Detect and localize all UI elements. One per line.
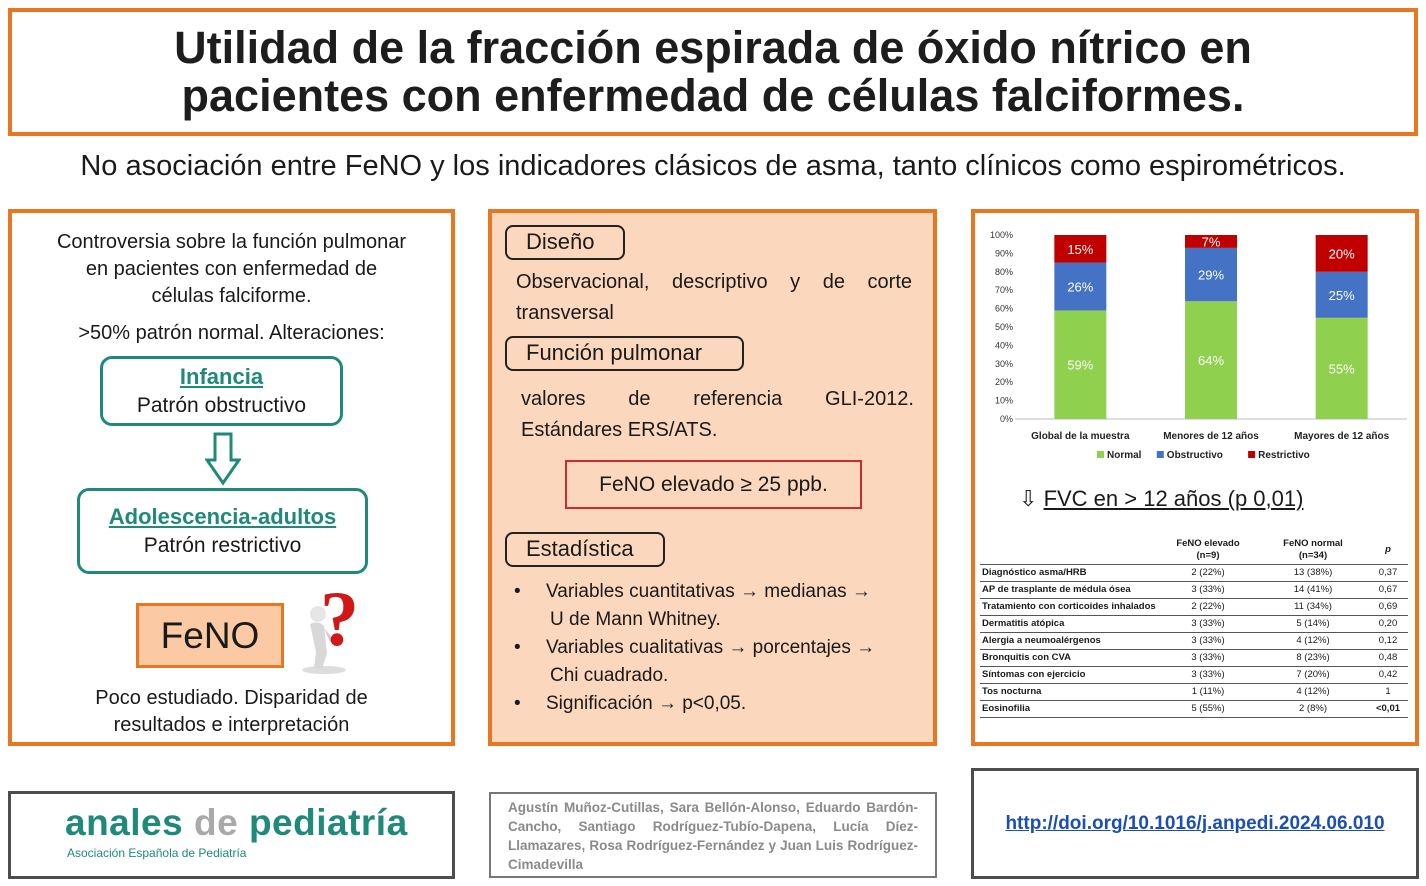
funcion-line-1: valores de referencia GLI-2012. (521, 388, 914, 410)
infancia-box (100, 356, 343, 426)
table-header-blank (980, 536, 1158, 565)
bullet-line-1: Variables cualitativas → porcentajes → (546, 637, 876, 658)
legend-label: Obstructivo (1166, 450, 1223, 461)
row-feno-normal: 8 (23%) (1258, 650, 1368, 667)
down-arrow-icon (205, 432, 241, 486)
row-feno-normal: 7 (20%) (1258, 667, 1368, 684)
table-row (980, 701, 1408, 718)
row-feno-normal: 4 (12%) (1258, 684, 1368, 701)
logo-word-anales: anales (65, 802, 194, 843)
bullet-line-1: Significación → p<0,05. (546, 693, 747, 714)
row-feno-elevado: 2 (22%) (1158, 599, 1258, 616)
feno-box: FeNO (136, 603, 284, 668)
row-label: Diagnóstico asma/HRB (980, 565, 1158, 582)
y-tick-label: 40% (994, 340, 1013, 351)
row-feno-normal: 14 (41%) (1258, 582, 1368, 599)
logo-word-pediatria: pediatría (238, 802, 408, 843)
table-header-feno-elevado (1158, 536, 1258, 565)
row-feno-normal: 13 (38%) (1258, 565, 1368, 582)
row-feno-elevado: 2 (22%) (1158, 565, 1258, 582)
title-box (8, 8, 1418, 136)
row-label: Alergia a neumoalérgenos (980, 633, 1158, 650)
row-label: Tratamiento con corticoides inhalados (980, 599, 1158, 616)
funcion-line-2: Estándares ERS/ATS. (521, 419, 718, 441)
table-header-p: p (1368, 536, 1408, 565)
table-row (980, 684, 1408, 701)
infancia-text: Patrón obstructivo (136, 394, 307, 417)
row-feno-normal: 4 (12%) (1258, 633, 1368, 650)
legend-swatch (1157, 451, 1164, 458)
bullet-line-2: Chi cuadrado. (550, 665, 669, 686)
normal-pattern-text: >50% patrón normal. Alteraciones: (78, 322, 385, 344)
results-panel (971, 209, 1419, 746)
row-label: Eosinofilia (980, 701, 1158, 718)
y-tick-label: 90% (994, 248, 1013, 259)
legend-label: Normal (1107, 450, 1142, 461)
table-row (980, 599, 1408, 616)
row-feno-elevado: 3 (33%) (1158, 582, 1258, 599)
data-label: 55% (1328, 361, 1355, 377)
row-p-value: 0,42 (1368, 667, 1408, 684)
table-row (980, 565, 1408, 582)
title-line-2: pacientes con enfermedad de células falciformes. (181, 70, 1245, 121)
row-label: Dermatitis atópica (980, 616, 1158, 633)
data-label: 64% (1197, 353, 1225, 369)
legend-swatch (1248, 451, 1255, 458)
data-label: 59% (1067, 357, 1094, 373)
adolescencia-heading: Adolescencia-adultos (108, 504, 337, 529)
diseno-line-2: transversal (516, 302, 614, 324)
y-tick-label: 100% (989, 230, 1013, 240)
stacked-bar-chart (975, 213, 1415, 475)
y-tick-label: 80% (994, 266, 1013, 277)
y-tick-label: 20% (994, 377, 1013, 388)
fvc-finding (1019, 486, 1303, 512)
intro-line-1: Controversia sobre la función pulmonar (56, 231, 407, 253)
bullet-dot: • (514, 693, 521, 714)
journal-logo (65, 802, 408, 844)
row-feno-elevado: 3 (33%) (1158, 650, 1258, 667)
row-p-value: 0,20 (1368, 616, 1408, 633)
table-row (980, 582, 1408, 599)
row-feno-normal: 11 (34%) (1258, 599, 1368, 616)
y-tick-label: 10% (994, 395, 1013, 406)
table-row (980, 633, 1408, 650)
category-label: Mayores de 12 años (1294, 431, 1390, 442)
row-label: Síntomas con ejercicio (980, 667, 1158, 684)
header-n-normal: (n=34) (1298, 550, 1328, 561)
data-label: 26% (1067, 279, 1094, 295)
row-p-value: 1 (1368, 684, 1408, 701)
row-feno-elevado: 3 (33%) (1158, 633, 1258, 650)
table-header-feno-normal (1258, 536, 1368, 565)
y-tick-label: 0% (999, 414, 1013, 424)
bullet-line-2: U de Mann Whitney. (550, 609, 721, 630)
bullet-line-1: Variables cuantitativas → medianas → (546, 581, 871, 602)
title-line-1: Utilidad de la fracción espirada de óxido nítrico en (174, 22, 1252, 73)
feno-elevado-box: FeNO elevado ≥ 25 ppb. (565, 460, 862, 509)
doi-link[interactable]: http://doi.org/10.1016/j.anpedi.2024.06.010 (1005, 812, 1385, 834)
intro-line-3: células falciforme. (151, 285, 312, 307)
row-label: AP de trasplante de médula ósea (980, 582, 1158, 599)
table-row (980, 616, 1408, 633)
row-feno-elevado: 1 (11%) (1158, 684, 1258, 701)
journal-logo-box (8, 791, 455, 879)
poster-title (174, 24, 1252, 120)
row-feno-normal: 5 (14%) (1258, 616, 1368, 633)
row-feno-elevado: 5 (55%) (1158, 701, 1258, 718)
y-tick-label: 50% (994, 322, 1013, 332)
row-p-value: 0,67 (1368, 582, 1408, 599)
row-p-value: 0,69 (1368, 599, 1408, 616)
bullet-item (514, 690, 747, 718)
row-p-value: 0,37 (1368, 565, 1408, 582)
fvc-text: FVC en > 12 años (p 0,01) (1043, 486, 1304, 511)
row-label: Bronquitis con CVA (980, 650, 1158, 667)
question-mark-glyph: ? (320, 575, 359, 662)
category-label: Menores de 12 años (1163, 431, 1259, 442)
conclusion-line-1: Poco estudiado. Disparidad de (95, 687, 368, 709)
legend-label: Restrictivo (1258, 450, 1310, 461)
conclusion-line-2: resultados e interpretación (113, 714, 350, 736)
header-feno-normal: FeNO normal (1283, 538, 1343, 549)
row-feno-elevado: 3 (33%) (1158, 667, 1258, 684)
diseno-heading: Diseño (505, 225, 625, 260)
y-tick-label: 60% (994, 303, 1013, 314)
row-p-value: 0,48 (1368, 650, 1408, 667)
y-tick-label: 30% (994, 358, 1013, 369)
row-p-value: 0,12 (1368, 633, 1408, 650)
data-label: 7% (1201, 234, 1221, 250)
adolescencia-box (77, 488, 368, 574)
legend-swatch (1097, 451, 1104, 458)
infancia-heading: Infancia (179, 364, 264, 389)
row-label: Tos nocturna (980, 684, 1158, 701)
methods-panel (488, 209, 937, 746)
results-table (980, 536, 1408, 718)
bullet-dot: • (514, 581, 521, 602)
logo-subtitle: Asociación Española de Pediatría (67, 846, 247, 860)
y-tick-label: 70% (994, 285, 1013, 296)
conclusion-text (12, 685, 451, 739)
funcion-heading: Función pulmonar (505, 336, 744, 371)
table-row (980, 667, 1408, 684)
subtitle: No asociación entre FeNO y los indicadores clásicos de asma, tanto clínicos como espirométricos. (80, 150, 1346, 182)
estadistica-heading: Estadística (505, 532, 665, 567)
data-label: 15% (1067, 241, 1094, 257)
row-feno-elevado: 3 (33%) (1158, 616, 1258, 633)
diseno-line-1: Observacional, descriptivo y de corte (516, 271, 912, 293)
intro-text (12, 229, 451, 310)
question-mark-icon (294, 575, 366, 676)
data-label: 25% (1328, 287, 1355, 303)
header-n-elevado: (n=9) (1196, 550, 1220, 561)
bullet-item (514, 578, 871, 634)
table-row (980, 650, 1408, 667)
authors: Agustín Muñoz-Cutillas, Sara Bellón-Alonso, Eduardo Bardón-Cancho, Santiago Rodríguez-Tubío-Dapena, Lucía Díez-Llamazares, Rosa Rodríguez-Fernández y Juan Luis Rodríguez-Cimadevilla (489, 792, 937, 878)
row-feno-normal: 2 (8%) (1258, 701, 1368, 718)
data-label: 20% (1328, 246, 1355, 262)
header-feno-elevado: FeNO elevado (1176, 538, 1240, 549)
bullet-dot: • (514, 637, 521, 658)
doi-box (971, 768, 1419, 879)
data-label: 29% (1197, 267, 1225, 283)
down-arrow-icon: ⇩ (1019, 486, 1038, 511)
row-p-value: <0,01 (1368, 701, 1408, 718)
category-label: Global de la muestra (1031, 431, 1130, 442)
logo-word-de: de (193, 802, 239, 843)
background-panel (8, 209, 455, 746)
bullet-item (514, 634, 876, 690)
adolescencia-text: Patrón restrictivo (143, 534, 302, 557)
intro-line-2: en pacientes con enfermedad de (85, 258, 378, 280)
table-header-row (980, 536, 1408, 565)
